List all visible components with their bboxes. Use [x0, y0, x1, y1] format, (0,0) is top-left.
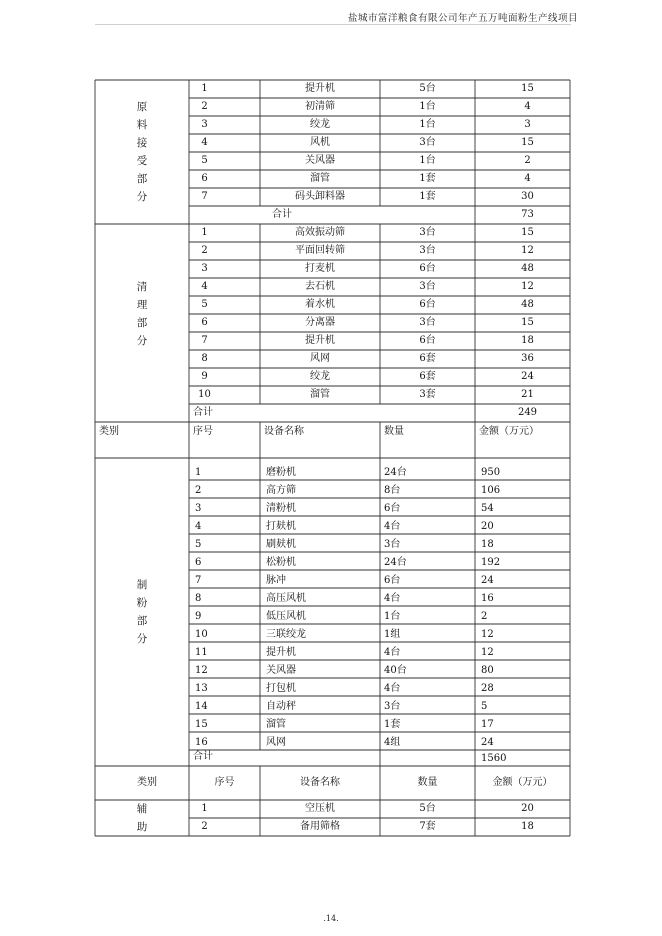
equipment-name: 绞龙 [310, 119, 330, 130]
seq-no: 3 [201, 263, 208, 274]
equipment-name: 平面回转筛 [295, 245, 345, 256]
seq-no: 2 [201, 101, 208, 112]
seq-no: 3 [201, 119, 208, 130]
quantity: 4台 [384, 593, 401, 604]
subtotal-value: 73 [521, 209, 534, 220]
amount: 80 [481, 665, 494, 676]
seq-no: 2 [201, 245, 208, 256]
seq-no: 5 [195, 539, 202, 550]
quantity: 6套 [419, 353, 436, 364]
amount: 18 [481, 539, 494, 550]
quantity: 1台 [419, 155, 436, 166]
seq-no: 7 [195, 575, 202, 586]
header-qty: 数量 [384, 426, 404, 437]
amount: 15 [521, 137, 534, 148]
section-auxiliary-category [95, 800, 189, 836]
amount: 2 [481, 611, 488, 622]
category-char: 制 [136, 579, 148, 591]
seq-no: 8 [195, 593, 202, 604]
equipment-name: 高效振动筛 [295, 227, 345, 238]
seq-no: 8 [201, 353, 208, 364]
quantity: 1台 [419, 119, 436, 130]
seq-no: 11 [195, 647, 208, 658]
equipment-name: 提升机 [305, 83, 335, 94]
amount: 17 [481, 719, 494, 730]
amount: 48 [521, 299, 534, 310]
quantity: 4组 [384, 737, 401, 748]
header-amount: 金额（万元） [492, 777, 553, 788]
quantity: 6套 [419, 371, 436, 382]
equipment-name: 松粉机 [266, 557, 296, 568]
equipment-name: 分离器 [305, 317, 335, 328]
equipment-name: 低压风机 [266, 611, 306, 622]
quantity: 6台 [384, 575, 401, 586]
page-number: .14. [323, 914, 339, 923]
equipment-name: 去石机 [305, 281, 335, 292]
amount: 18 [521, 335, 534, 346]
seq-no: 2 [195, 485, 202, 496]
seq-no: 5 [201, 155, 208, 166]
category-char: 部 [136, 615, 148, 627]
equipment-name: 码头卸料器 [295, 191, 345, 202]
seq-no: 6 [201, 173, 208, 184]
subtotal-label: 合计 [193, 751, 213, 762]
equipment-name: 备用筛格 [300, 821, 340, 832]
equipment-name: 风机 [310, 137, 330, 148]
quantity: 3台 [419, 227, 436, 238]
equipment-name: 刷麸机 [266, 539, 296, 550]
section-intake-category [95, 98, 189, 206]
seq-no: 14 [195, 701, 208, 712]
seq-no: 13 [195, 683, 208, 694]
category-char: 理 [136, 299, 148, 311]
category-char: 清 [136, 281, 148, 293]
category-char: 原 [136, 101, 148, 113]
amount: 24 [481, 575, 494, 586]
category-char: 粉 [136, 597, 148, 609]
subtotal-value: 1560 [481, 753, 507, 764]
amount: 30 [521, 191, 534, 202]
quantity: 4台 [384, 647, 401, 658]
seq-no: 9 [201, 371, 208, 382]
equipment-name: 磨粉机 [266, 467, 296, 478]
seq-no: 10 [195, 629, 208, 640]
quantity: 5台 [419, 83, 436, 94]
seq-no: 1 [201, 803, 208, 814]
amount: 24 [521, 371, 534, 382]
seq-no: 1 [201, 83, 208, 94]
amount: 2 [524, 155, 531, 166]
equipment-name: 风网 [310, 353, 330, 364]
quantity: 1套 [419, 173, 436, 184]
quantity: 24台 [384, 467, 407, 478]
equipment-name: 清粉机 [266, 503, 296, 514]
quantity: 3台 [419, 245, 436, 256]
seq-no: 16 [195, 737, 208, 748]
seq-no: 10 [198, 389, 211, 400]
seq-no: 1 [201, 227, 208, 238]
equipment-name: 提升机 [305, 335, 335, 346]
equipment-name: 打麸机 [266, 521, 296, 532]
equipment-name: 三联绞龙 [266, 629, 306, 640]
equipment-name: 关风器 [266, 665, 296, 676]
quantity: 1组 [384, 629, 401, 640]
seq-no: 7 [201, 335, 208, 346]
category-char: 分 [136, 633, 148, 645]
page-header: 盐城市富洋粮食有限公司年产五万吨面粉生产线项目 [347, 13, 578, 24]
quantity: 3台 [419, 317, 436, 328]
amount: 4 [524, 173, 531, 184]
amount: 12 [481, 647, 494, 658]
amount: 20 [521, 803, 534, 814]
amount: 21 [521, 389, 534, 400]
seq-no: 4 [201, 281, 208, 292]
category-char: 受 [136, 155, 148, 167]
section-milling-category [95, 576, 189, 648]
header-qty: 数量 [417, 777, 438, 788]
quantity: 3台 [384, 539, 401, 550]
seq-no: 6 [195, 557, 202, 568]
quantity: 1套 [384, 719, 401, 730]
amount: 12 [521, 281, 534, 292]
equipment-name: 风网 [266, 737, 286, 748]
quantity: 1套 [419, 191, 436, 202]
seq-no: 4 [201, 137, 208, 148]
equipment-name: 着水机 [305, 299, 335, 310]
equipment-name: 绞龙 [310, 371, 330, 382]
amount: 15 [521, 227, 534, 238]
subtotal-value: 249 [517, 407, 538, 418]
category-char: 辅 [136, 803, 148, 815]
equipment-name: 溜管 [310, 173, 330, 184]
amount: 12 [481, 629, 494, 640]
category-char: 部 [136, 173, 148, 185]
quantity: 3台 [384, 701, 401, 712]
equipment-name: 提升机 [266, 647, 296, 658]
equipment-name: 高方筛 [266, 485, 296, 496]
amount: 192 [481, 557, 501, 568]
equipment-name: 打麦机 [305, 263, 335, 274]
header-seq: 序号 [193, 426, 213, 437]
amount: 48 [521, 263, 534, 274]
equipment-name: 自动秤 [266, 701, 296, 712]
quantity: 6台 [384, 503, 401, 514]
equipment-name: 初清筛 [305, 101, 335, 112]
quantity: 5台 [419, 803, 436, 814]
quantity: 3台 [419, 137, 436, 148]
header-name: 设备名称 [264, 426, 304, 437]
amount: 24 [481, 737, 494, 748]
seq-no: 5 [201, 299, 208, 310]
amount: 950 [481, 467, 501, 478]
amount: 15 [521, 83, 534, 94]
header-name: 设备名称 [300, 777, 340, 788]
seq-no: 1 [195, 467, 202, 478]
quantity: 6台 [419, 335, 436, 346]
equipment-name: 高压风机 [266, 593, 306, 604]
header-category: 类别 [137, 777, 157, 788]
quantity: 1台 [384, 611, 401, 622]
quantity: 40台 [384, 665, 407, 676]
equipment-name: 关风器 [305, 155, 335, 166]
seq-no: 4 [195, 521, 202, 532]
amount: 4 [524, 101, 531, 112]
amount: 54 [481, 503, 494, 514]
equipment-name: 脉冲 [266, 575, 286, 586]
seq-no: 3 [195, 503, 202, 514]
amount: 28 [481, 683, 494, 694]
amount: 36 [521, 353, 534, 364]
header-amount: 金额（万元） [479, 426, 539, 437]
equipment-name: 打包机 [266, 683, 296, 694]
equipment-name: 空压机 [305, 803, 335, 814]
amount: 20 [481, 521, 494, 532]
amount: 18 [521, 821, 534, 832]
seq-no: 6 [201, 317, 208, 328]
seq-no: 2 [201, 821, 208, 832]
quantity: 3台 [419, 281, 436, 292]
amount: 3 [524, 119, 531, 130]
subtotal-label: 合计 [193, 407, 213, 418]
category-char: 分 [136, 191, 148, 203]
category-char: 接 [136, 137, 148, 149]
quantity: 4台 [384, 521, 401, 532]
category-char: 部 [136, 317, 148, 329]
seq-no: 9 [195, 611, 202, 622]
category-char: 分 [136, 335, 148, 347]
quantity: 1台 [419, 101, 436, 112]
quantity: 7套 [419, 821, 436, 832]
quantity: 6台 [419, 263, 436, 274]
seq-no: 7 [201, 191, 208, 202]
amount: 12 [521, 245, 534, 256]
quantity: 24台 [384, 557, 407, 568]
seq-no: 15 [195, 719, 208, 730]
amount: 15 [521, 317, 534, 328]
header-category: 类别 [99, 426, 119, 437]
equipment-name: 溜管 [310, 389, 330, 400]
section-cleaning-category [95, 278, 189, 350]
subtotal-label: 合计 [272, 209, 292, 220]
quantity: 6台 [419, 299, 436, 310]
header-seq: 序号 [214, 777, 235, 788]
category-char: 料 [136, 119, 148, 131]
category-char: 助 [136, 821, 148, 833]
amount: 16 [481, 593, 494, 604]
equipment-name: 溜管 [266, 719, 286, 730]
quantity: 4台 [384, 683, 401, 694]
seq-no: 12 [195, 665, 208, 676]
amount: 106 [481, 485, 501, 496]
amount: 5 [481, 701, 488, 712]
quantity: 8台 [384, 485, 401, 496]
quantity: 3套 [419, 389, 436, 400]
